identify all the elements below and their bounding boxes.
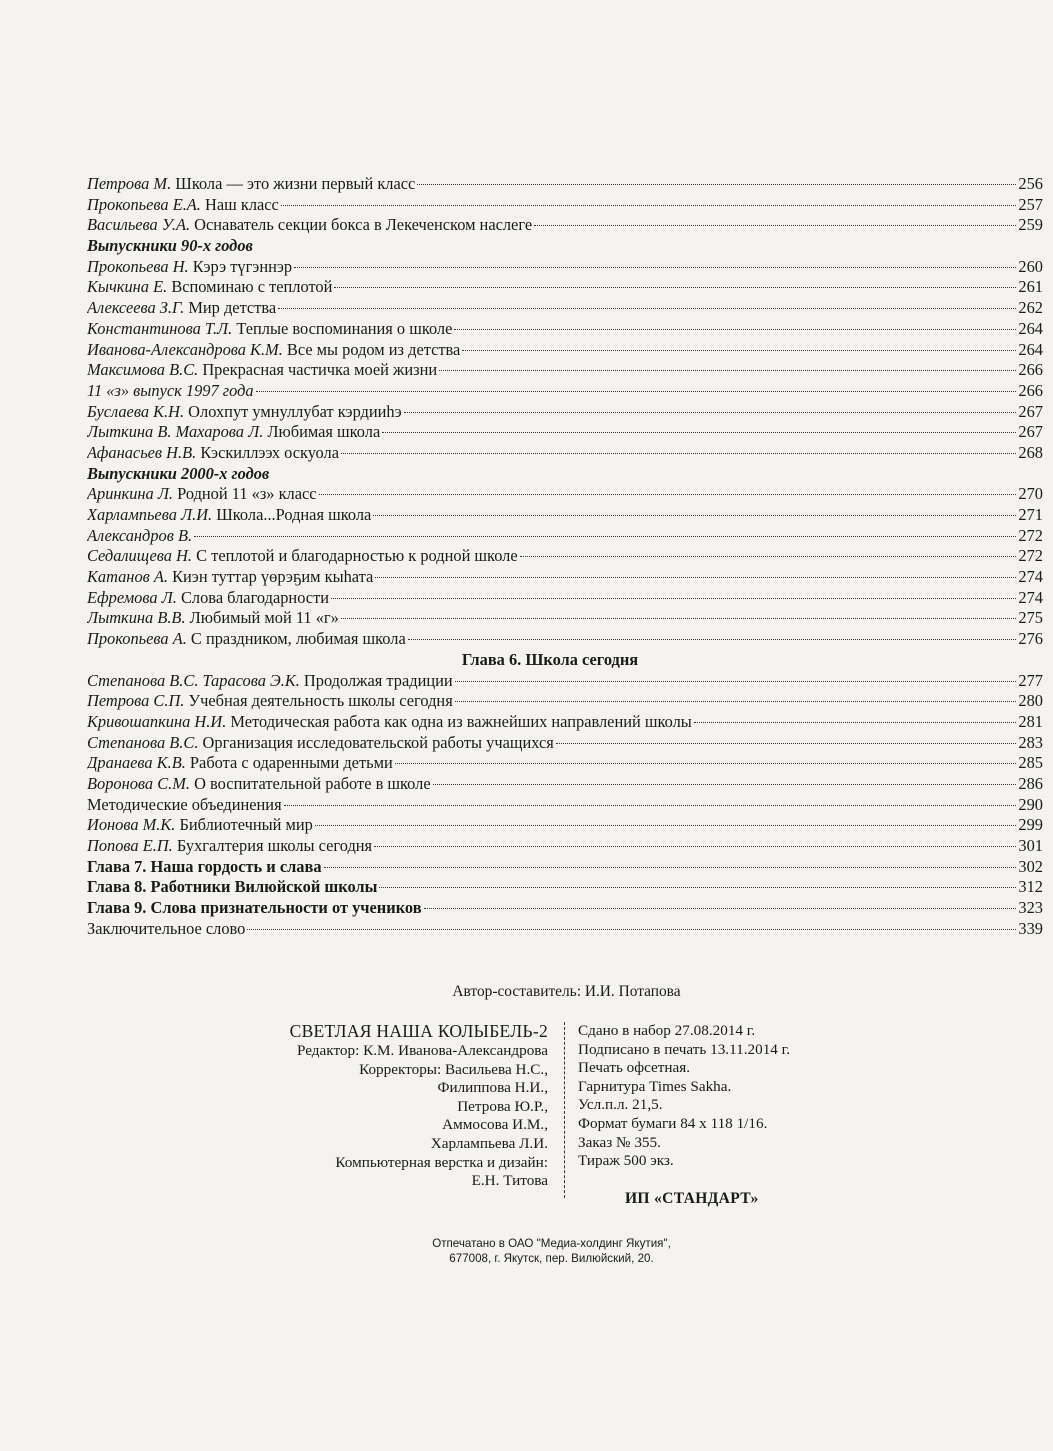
publisher-name: ИП «СТАНДАРТ»	[625, 1190, 759, 1207]
imprint-line: Заказ № 355.	[578, 1133, 661, 1151]
toc-entry	[87, 629, 1043, 650]
credit-line: Компьютерная верстка и дизайн:	[335, 1153, 548, 1171]
toc-entry	[87, 877, 1043, 898]
toc-entry-author: Петрова М.	[87, 174, 172, 193]
dot-leader	[534, 225, 1016, 226]
dot-leader	[278, 308, 1016, 309]
toc-entry-title: Заключительное слово	[87, 918, 246, 938]
toc-entry-author: Иванова-Александрова К.М.	[87, 339, 283, 359]
toc-page-number: 257	[1018, 194, 1043, 214]
imprint-line: Формат бумаги 84 х 118 1/16.	[578, 1114, 768, 1132]
imprint-line: Тираж 500 экз.	[578, 1152, 674, 1170]
toc-entry-title: Продолжая традиции	[303, 670, 453, 690]
toc-page-number: 302	[1018, 856, 1043, 876]
toc-page-number: 261	[1018, 277, 1043, 297]
dot-leader	[341, 618, 1017, 619]
toc-entry-text	[87, 546, 518, 567]
toc-entry-title: Учебная деятельность школы сегодня	[188, 691, 453, 711]
toc-entry-text	[87, 298, 276, 319]
dot-leader	[408, 639, 1017, 640]
toc-page-number: 274	[1018, 587, 1043, 607]
toc-entry-author: Лыткина В.В.	[87, 608, 186, 628]
toc-entry-title: Бухгалтерия школы сегодня	[176, 836, 373, 855]
toc-entry	[87, 774, 1043, 795]
toc-heading-row	[87, 236, 1043, 257]
toc-entry	[87, 795, 1043, 816]
dot-leader	[247, 929, 1016, 930]
toc-entry	[87, 443, 1043, 464]
imprint-line: Усл.п.л. 21,5.	[578, 1096, 663, 1114]
toc-entry-title: Глава 9. Слова признательности от учеников	[87, 898, 422, 918]
toc-entry	[87, 484, 1043, 505]
dot-leader	[455, 681, 1017, 682]
toc-entry-author: Кычкина Е.	[87, 277, 168, 297]
toc-entry-text	[87, 753, 393, 774]
toc-entry-text	[87, 402, 402, 423]
toc-entry-author: 11 «з» выпуск 1997 года	[87, 380, 254, 400]
toc-entry	[87, 898, 1043, 919]
book-title: СВЕТЛАЯ НАША КОЛЫБЕЛЬ-2	[289, 1021, 548, 1041]
dot-leader	[319, 494, 1017, 495]
dot-leader	[331, 598, 1016, 599]
toc-entry-text	[87, 277, 332, 298]
dot-leader	[424, 908, 1017, 909]
toc-entry-title: Любимая школа	[267, 422, 381, 442]
toc-entry-text	[87, 567, 373, 588]
toc-page-number: 280	[1018, 691, 1043, 711]
toc-section-heading: Выпускники 2000-х годов	[87, 463, 270, 483]
toc-page-number: 276	[1018, 629, 1043, 649]
toc-entry-text	[87, 836, 372, 857]
toc-entry-title: Олохпут умнуллубат кэрдииһэ	[188, 401, 402, 421]
toc-page-number: 281	[1018, 711, 1043, 731]
dot-leader	[455, 701, 1017, 702]
dot-leader	[281, 205, 1017, 206]
toc-entry	[87, 567, 1043, 588]
imprint-right-column	[578, 1022, 878, 1171]
toc-entry-text	[87, 919, 245, 940]
toc-page-number: 271	[1018, 505, 1043, 524]
toc-entry	[87, 340, 1043, 361]
toc-entry-title: Наш класс	[205, 194, 279, 214]
toc-entry-title: Теплые воспоминания о школе	[236, 318, 453, 338]
toc-entry-title: С теплотой и благодарностью к родной школе	[196, 546, 518, 566]
toc-entry-title: Библиотечный мир	[179, 815, 313, 835]
toc-entry	[87, 257, 1043, 278]
toc-entry-text	[87, 526, 192, 547]
toc-page-number: 272	[1018, 525, 1043, 545]
toc-entry-author: Попова Е.П.	[87, 836, 173, 855]
toc-entry-title: О воспитательной работе в школе	[194, 773, 431, 793]
printed-by	[0, 1236, 1053, 1266]
toc-page-number: 312	[1018, 877, 1043, 897]
toc-entry-title: Киэн туттар үөрэҕим кыһата	[172, 567, 374, 587]
toc-entry-author: Дранаева К.В.	[87, 753, 186, 773]
toc-entry-title: Методические объединения	[87, 794, 282, 814]
dot-leader	[256, 391, 1017, 392]
toc-entry-title: Методическая работа как одна из важнейших направлений школы	[230, 711, 692, 731]
toc-entry-author: Аринкина Л.	[87, 484, 174, 504]
toc-entry	[87, 174, 1043, 195]
dot-leader	[324, 867, 1017, 868]
dot-leader	[404, 412, 1017, 413]
toc-page-number: 267	[1018, 422, 1043, 442]
dot-leader	[373, 515, 1016, 516]
toc-entry	[87, 919, 1043, 940]
toc-page-number: 323	[1018, 898, 1043, 918]
toc-entry-author: Максимова В.С.	[87, 360, 199, 380]
toc-entry-text	[87, 608, 339, 629]
toc-entry-text	[87, 795, 282, 816]
dot-leader	[379, 887, 1016, 888]
toc-page-number: 256	[1018, 174, 1043, 193]
toc-entry	[87, 277, 1043, 298]
toc-entry-text	[87, 443, 339, 464]
dot-leader	[439, 370, 1016, 371]
toc-entry-text	[87, 774, 431, 795]
toc-entry-author: Воронова С.М.	[87, 773, 191, 793]
credit-line: Харлампьева Л.И.	[430, 1134, 548, 1152]
toc-entry-text	[87, 629, 406, 650]
imprint-line: Гарнитура Times Sakha.	[578, 1077, 732, 1095]
dot-leader	[556, 743, 1017, 744]
toc-page-number: 275	[1018, 608, 1043, 628]
dot-leader	[194, 536, 1016, 537]
toc-entry-title: Оснаватель секции бокса в Лекеченском наслеге	[194, 215, 533, 235]
toc-entry	[87, 195, 1043, 216]
credit-line: Филиппова Н.И.,	[437, 1079, 548, 1097]
credit-line: Редактор: К.М. Иванова-Александрова	[297, 1042, 548, 1059]
toc-entry-title: Все мы родом из детства	[286, 339, 461, 359]
toc-entry-author: Харлампьева Л.И.	[87, 505, 213, 524]
dot-leader	[334, 287, 1016, 288]
toc-entry	[87, 215, 1043, 236]
toc-entry-author: Степанова В.С.	[87, 732, 199, 752]
toc-entry	[87, 588, 1043, 609]
dot-leader	[294, 267, 1016, 268]
toc-entry-author: Афанасьев Н.В.	[87, 442, 197, 462]
toc-entry	[87, 381, 1043, 402]
toc-entry-author: Кривошапкина Н.И.	[87, 711, 227, 731]
credit-line: Корректоры: Васильева Н.С.,	[359, 1060, 548, 1078]
toc-entry-text	[87, 381, 254, 402]
toc-entry	[87, 836, 1043, 857]
dot-leader	[520, 556, 1017, 557]
printer-line: Отпечатано в ОАО "Медиа-холдинг Якутия",	[432, 1237, 671, 1250]
toc-entry-text	[87, 815, 313, 836]
toc-entry	[87, 608, 1043, 629]
toc-page-number: 301	[1018, 836, 1043, 855]
toc-entry-title: С праздником, любимая школа	[190, 629, 406, 649]
toc-page-number: 266	[1018, 380, 1043, 400]
imprint-line: Подписано в печать 13.11.2014 г.	[578, 1040, 790, 1058]
dot-leader	[454, 329, 1016, 330]
toc-entry	[87, 733, 1043, 754]
toc-entry-author: Прокопьева Е.А.	[87, 194, 201, 214]
toc-entry-text	[87, 340, 460, 361]
imprint-line: Печать офсетная.	[578, 1059, 691, 1077]
toc-entry	[87, 546, 1043, 567]
toc-entry-text	[87, 215, 532, 236]
toc-page-number: 274	[1018, 567, 1043, 587]
toc-entry-author: Васильева У.А.	[87, 215, 191, 235]
toc-entry-author: Седалищева Н.	[87, 546, 193, 566]
toc-entry	[87, 319, 1043, 340]
dot-leader	[315, 825, 1017, 826]
toc-page-number: 270	[1018, 484, 1043, 504]
toc-heading-row	[87, 464, 1043, 485]
toc-page-number: 266	[1018, 360, 1043, 380]
toc-entry-title: Организация исследовательской работы учащихся	[202, 732, 554, 752]
toc-page-number: 339	[1018, 918, 1043, 938]
toc-entry-text	[87, 360, 437, 381]
toc-page-number: 272	[1018, 546, 1043, 566]
dot-leader	[341, 453, 1016, 454]
toc-entry-title: Слова благодарности	[180, 587, 330, 607]
toc-entry-text	[87, 691, 453, 712]
toc-entry-text	[87, 712, 692, 733]
toc-entry	[87, 402, 1043, 423]
toc-entry-text	[87, 422, 380, 443]
toc-entry	[87, 360, 1043, 381]
toc-entry-text	[87, 898, 422, 919]
compiler-line: Автор-составитель: И.И. Потапова	[452, 983, 681, 1000]
toc-entry-text	[87, 195, 279, 216]
toc-entry	[87, 712, 1043, 733]
printer-line: 677008, г. Якутск, пер. Вилюйский, 20.	[449, 1252, 654, 1265]
toc-entry	[87, 298, 1043, 319]
toc-entry-author: Константинова Т.Л.	[87, 318, 233, 338]
toc-page-number: 262	[1018, 298, 1043, 318]
dot-leader	[694, 722, 1017, 723]
toc-page-number: 286	[1018, 773, 1043, 793]
toc-page-number: 267	[1018, 401, 1043, 421]
toc-entry-author: Александров В.	[87, 525, 193, 545]
toc-page-number: 264	[1018, 318, 1043, 338]
toc-entry	[87, 526, 1043, 547]
toc-entry-text	[87, 671, 453, 692]
toc-section-heading: Выпускники 90-х годов	[87, 236, 253, 256]
toc-entry-title: Кэскиллээх оскуола	[200, 442, 339, 462]
toc-entry-author: Ионова М.К.	[87, 815, 176, 835]
toc-entry-title: Глава 8. Работники Вилюйской школы	[87, 877, 378, 897]
toc-entry-text	[87, 257, 292, 278]
toc-entry	[87, 753, 1043, 774]
toc-page-number: 290	[1018, 794, 1043, 814]
toc-page-number: 268	[1018, 442, 1043, 462]
toc-entry	[87, 422, 1043, 443]
toc-chapter-heading: Глава 6. Школа сегодня	[461, 649, 639, 669]
dot-leader	[433, 784, 1017, 785]
dot-leader	[462, 350, 1016, 351]
toc-entry-title: Любимый мой 11 «г»	[189, 608, 339, 628]
credit-line: Е.Н. Титова	[471, 1172, 548, 1190]
toc-entry-title: Мир детства	[188, 298, 277, 318]
column-divider	[564, 1022, 565, 1198]
toc-entry-author: Алексеева З.Г.	[87, 298, 185, 318]
dot-leader	[375, 577, 1016, 578]
toc-entry-text	[87, 877, 377, 898]
toc-entry-author: Буслаева К.Н.	[87, 401, 185, 421]
toc-page-number: 277	[1018, 670, 1043, 690]
toc-page-number: 283	[1018, 732, 1043, 752]
toc-page-number: 259	[1018, 215, 1043, 235]
toc-entry	[87, 671, 1043, 692]
toc-entry-author: Катанов А.	[87, 567, 168, 587]
toc-entry-author: Петрова С.П.	[87, 691, 185, 711]
dot-leader	[284, 805, 1017, 806]
toc-entry-author: Прокопьева Н.	[87, 256, 189, 276]
dot-leader	[395, 763, 1017, 764]
toc-entry-text	[87, 174, 415, 195]
toc-entry	[87, 857, 1043, 878]
toc-entry-title: Школа...Родная школа	[216, 505, 372, 524]
toc-entry-title: Кэрэ түгэннэр	[192, 256, 293, 276]
toc-entry-text	[87, 505, 371, 526]
toc-page-number: 260	[1018, 256, 1043, 276]
dot-leader	[374, 846, 1016, 847]
toc-entry-author: Прокопьева А.	[87, 629, 187, 649]
toc-entry-text	[87, 857, 322, 878]
toc-page-number: 299	[1018, 815, 1043, 835]
credit-line: Аммосова И.М.,	[442, 1116, 548, 1134]
table-of-contents	[87, 174, 1043, 939]
toc-entry	[87, 505, 1043, 526]
imprint-left-column	[240, 1020, 548, 1191]
toc-entry-text	[87, 588, 329, 609]
imprint-line: Сдано в набор 27.08.2014 г.	[578, 1022, 756, 1039]
toc-entry-text	[87, 733, 554, 754]
toc-entry-title: Вспоминаю с теплотой	[171, 277, 333, 297]
toc-entry-author: Ефремова Л.	[87, 587, 177, 607]
toc-entry-text	[87, 319, 452, 340]
dot-leader	[417, 184, 1016, 185]
toc-entry	[87, 691, 1043, 712]
toc-entry-title: Школа — это жизни первый класс	[175, 174, 416, 193]
dot-leader	[382, 432, 1016, 433]
toc-entry-text	[87, 484, 317, 505]
toc-entry-title: Работа с одаренными детьми	[189, 753, 393, 773]
toc-entry-author: Степанова В.С. Тарасова Э.К.	[87, 670, 300, 690]
toc-page-number: 285	[1018, 753, 1043, 773]
credit-line: Петрова Ю.Р.,	[457, 1097, 548, 1115]
toc-entry	[87, 815, 1043, 836]
toc-entry-title: Родной 11 «з» класс	[177, 484, 317, 504]
toc-page-number: 264	[1018, 339, 1043, 359]
toc-entry-author: Лыткина В. Махарова Л.	[87, 422, 264, 442]
toc-entry-title: Глава 7. Наша гордость и слава	[87, 856, 322, 876]
toc-entry-title: Прекрасная частичка моей жизни	[202, 360, 438, 380]
